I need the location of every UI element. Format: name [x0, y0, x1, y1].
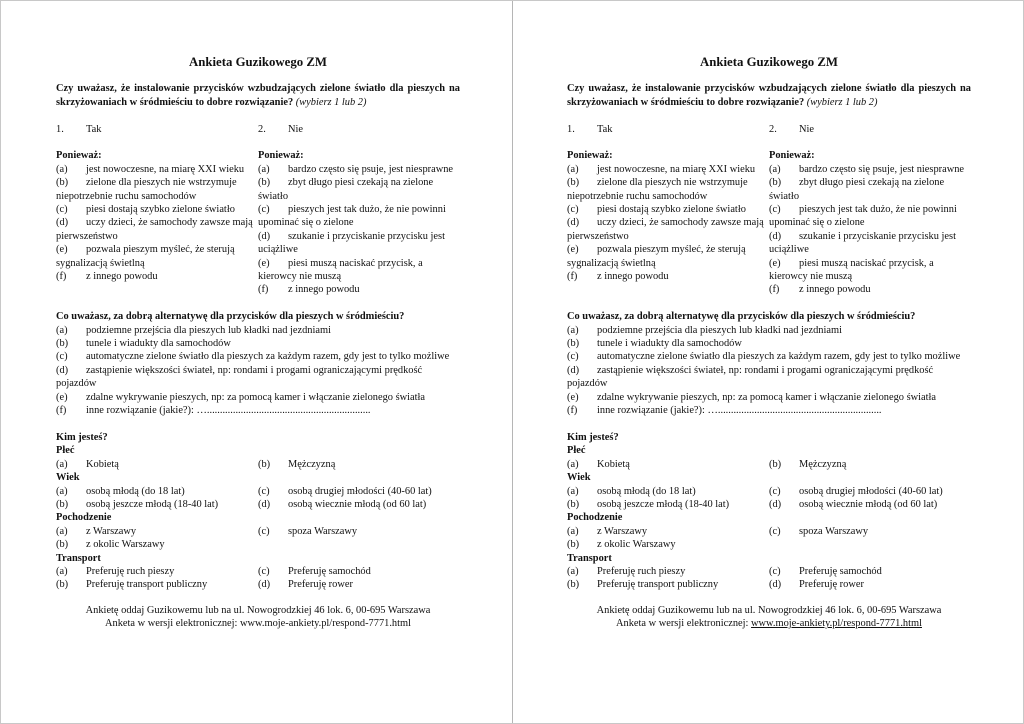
alternative-item-other[interactable]: (f) inne rozwiązanie (jakie?): …...............................................................: [56, 405, 371, 417]
question-2: Co uważasz, za dobrą alternatywę dla przycisków dla pieszych w śródmieściu?: [56, 311, 405, 323]
no-reasons: [769, 149, 971, 296]
origin-heading: Pochodzenie: [567, 512, 623, 524]
reason-item[interactable]: (d) szukanie i przyciskanie przycisku jest uciążliwe: [769, 230, 956, 256]
reason-item[interactable]: (f) z innego powodu: [567, 271, 669, 283]
option-yes[interactable]: 1. Tak: [567, 123, 613, 135]
alternative-item[interactable]: (b) tunele i wiadukty dla samochodów: [56, 338, 231, 350]
transport-option[interactable]: (b) Preferuję transport publiczny: [56, 579, 208, 591]
survey-title: Ankieta Guzikowego ZM: [700, 55, 838, 69]
no-reasons: [258, 149, 460, 296]
alternative-item[interactable]: (d) zastąpienie większości świateł, np: rondami i progami ograniczającymi prędkość pojazdów: [567, 364, 934, 390]
question-1: Czy uważasz, że instalowanie przycisków wzbudzających zielone światło dla pieszych na skrzyżowaniach w śródmieściu to dobre rozwiązanie? (wybierz 1 lub 2): [56, 83, 460, 108]
origin-option[interactable]: (c) spoza Warszawy: [258, 525, 358, 537]
reason-item[interactable]: (c) piesi dostają szybko zielone światło: [567, 204, 746, 216]
option-no[interactable]: 2. Nie: [258, 123, 304, 135]
transport-option[interactable]: (d) Preferuję rower: [258, 579, 353, 591]
origin-option[interactable]: (b) z okolic Warszawy: [56, 539, 165, 551]
alternative-item[interactable]: (e) zdalne wykrywanie pieszych, np: za pomocą kamer i włączanie zielonego światła: [56, 391, 425, 403]
sex-option[interactable]: (a) Kobietą: [567, 458, 630, 470]
reason-item[interactable]: (a) jest nowoczesne, na miarę XXI wieku: [56, 163, 245, 175]
reason-item[interactable]: (f) z innego powodu: [258, 284, 360, 296]
question-2: Co uważasz, za dobrą alternatywę dla przycisków dla pieszych w śródmieściu?: [567, 311, 916, 323]
reason-item[interactable]: (c) piesi dostają szybko zielone światło: [56, 204, 235, 216]
age-option[interactable]: (d) osobą wiecznie młodą (od 60 lat): [769, 498, 938, 510]
age-heading: Wiek: [567, 472, 591, 484]
sex-heading: Płeć: [56, 445, 75, 457]
reason-item[interactable]: (a) bardzo często się psuje, jest niesprawne: [258, 163, 454, 175]
transport-option[interactable]: (c) Preferuję samochód: [258, 565, 371, 577]
reason-item[interactable]: (a) jest nowoczesne, na miarę XXI wieku: [567, 163, 756, 175]
answer-options: [567, 123, 971, 136]
question-1: Czy uważasz, że instalowanie przycisków wzbudzających zielone światło dla pieszych na skrzyżowaniach w śródmieściu to dobre rozwiązanie? (wybierz 1 lub 2): [567, 83, 971, 108]
reason-item[interactable]: (a) bardzo często się psuje, jest niesprawne: [769, 163, 965, 175]
reason-item[interactable]: (c) pieszych jest tak dużo, że nie powinni upominać się o zielone: [769, 204, 957, 229]
sex-option[interactable]: (b) Mężczyzną: [258, 458, 336, 470]
transport-heading: Transport: [56, 552, 101, 564]
age-option[interactable]: (c) osobą drugiej młodości (40-60 lat): [769, 485, 943, 497]
reason-item[interactable]: (d) uczy dzieci, że samochody zawsze mają pierwszeństwo: [56, 217, 253, 242]
survey-link[interactable]: www.moje-ankiety.pl/respond-7771.html: [751, 618, 922, 630]
origin-heading: Pochodzenie: [56, 512, 112, 524]
origin-option[interactable]: (c) spoza Warszawy: [769, 525, 869, 537]
reason-item[interactable]: (f) z innego powodu: [56, 271, 158, 283]
question-1-hint: (wybierz 1 lub 2): [806, 96, 878, 108]
sex-heading: Płeć: [567, 445, 586, 457]
transport-option[interactable]: (a) Preferuję ruch pieszy: [567, 565, 686, 577]
answer-options: [56, 123, 460, 136]
because-heading-yes: Ponieważ:: [56, 150, 102, 162]
alternative-item[interactable]: (a) podziemne przejścia dla pieszych lub kładki nad jezdniami: [567, 324, 842, 336]
transport-option[interactable]: (a) Preferuję ruch pieszy: [56, 565, 175, 577]
transport-option[interactable]: (b) Preferuję transport publiczny: [567, 579, 719, 591]
sex-option[interactable]: (a) Kobietą: [56, 458, 119, 470]
reason-item[interactable]: (b) zbyt długo piesi czekają na zielone światło: [769, 177, 945, 202]
option-no[interactable]: 2. Nie: [769, 123, 815, 135]
alternative-item[interactable]: (a) podziemne przejścia dla pieszych lub kładki nad jezdniami: [56, 324, 331, 336]
origin-option[interactable]: (b) z okolic Warszawy: [567, 539, 676, 551]
survey-title: Ankieta Guzikowego ZM: [189, 55, 327, 69]
age-heading: Wiek: [56, 472, 80, 484]
reasons-block: [567, 149, 971, 296]
alternative-item-other[interactable]: (f) inne rozwiązanie (jakie?): …...............................................................: [567, 405, 882, 417]
alternative-item[interactable]: (d) zastąpienie większości świateł, np: rondami i progami ograniczającymi prędkość pojazdów: [56, 364, 423, 390]
alternative-item[interactable]: (b) tunele i wiadukty dla samochodów: [567, 338, 742, 350]
because-heading-yes: Ponieważ:: [567, 150, 613, 162]
transport-option[interactable]: (d) Preferuję rower: [769, 579, 864, 591]
reason-item[interactable]: (d) szukanie i przyciskanie przycisku jest uciążliwe: [258, 230, 445, 256]
page-divider: [512, 1, 513, 723]
age-option[interactable]: (b) osobą jeszcze młodą (18-40 lat): [567, 498, 730, 510]
age-option[interactable]: (d) osobą wiecznie młodą (od 60 lat): [258, 498, 427, 510]
age-option[interactable]: (a) osobą młodą (do 18 lat): [567, 485, 696, 497]
origin-option[interactable]: (a) z Warszawy: [567, 525, 648, 537]
sex-option[interactable]: (b) Mężczyzną: [769, 458, 847, 470]
footer-online: Anketa w wersji elektronicznej: www.moje-ankiety.pl/respond-7771.html: [616, 618, 922, 630]
footer-address: Ankietę oddaj Guzikowemu lub na ul. Nowogrodzkiej 46 lok. 6, 00-695 Warszawa: [85, 604, 431, 616]
yes-reasons: [56, 149, 258, 296]
reason-item[interactable]: (c) pieszych jest tak dużo, że nie powinni upominać się o zielone: [258, 204, 446, 229]
survey-page-left: [56, 56, 460, 631]
reason-item[interactable]: (e) pozwala pieszym myśleć, że sterują sygnalizacją świetlną: [567, 244, 746, 269]
survey-footer: [567, 604, 971, 631]
because-heading-no: Ponieważ:: [769, 150, 815, 162]
reason-item[interactable]: (b) zielone dla pieszych nie wstrzymuje niepotrzebnie ruchu samochodów: [567, 177, 748, 202]
reason-item[interactable]: (e) piesi muszą naciskać przycisk, a kierowcy nie muszą: [769, 257, 934, 283]
transport-heading: Transport: [567, 552, 612, 564]
footer-online: Anketa w wersji elektronicznej: www.moje-ankiety.pl/respond-7771.html: [105, 618, 411, 630]
survey-page-right: [567, 56, 971, 631]
alternative-item[interactable]: (c) automatyczne zielone światło dla pieszych za każdym razem, gdy jest to tylko możliwe: [56, 351, 450, 363]
alternative-item[interactable]: (e) zdalne wykrywanie pieszych, np: za pomocą kamer i włączanie zielonego światła: [567, 391, 936, 403]
survey-footer: [56, 604, 460, 631]
yes-reasons: [567, 149, 769, 296]
reason-item[interactable]: (b) zbyt długo piesi czekają na zielone światło: [258, 177, 434, 202]
alternative-item[interactable]: (c) automatyczne zielone światło dla pieszych za każdym razem, gdy jest to tylko możliwe: [567, 351, 961, 363]
reasons-block: [56, 149, 460, 296]
age-option[interactable]: (c) osobą drugiej młodości (40-60 lat): [258, 485, 432, 497]
origin-option[interactable]: (a) z Warszawy: [56, 525, 137, 537]
reason-item[interactable]: (d) uczy dzieci, że samochody zawsze mają pierwszeństwo: [567, 217, 764, 242]
reason-item[interactable]: (e) piesi muszą naciskać przycisk, a kierowcy nie muszą: [258, 257, 423, 283]
age-option[interactable]: (a) osobą młodą (do 18 lat): [56, 485, 185, 497]
reason-item[interactable]: (e) pozwala pieszym myśleć, że sterują sygnalizacją świetlną: [56, 244, 235, 269]
survey-link[interactable]: www.moje-ankiety.pl/respond-7771.html: [240, 618, 411, 630]
option-yes[interactable]: 1. Tak: [56, 123, 102, 135]
reason-item[interactable]: (f) z innego powodu: [769, 284, 871, 296]
because-heading-no: Ponieważ:: [258, 150, 304, 162]
age-option[interactable]: (b) osobą jeszcze młodą (18-40 lat): [56, 498, 219, 510]
transport-option[interactable]: (c) Preferuję samochód: [769, 565, 882, 577]
reason-item[interactable]: (b) zielone dla pieszych nie wstrzymuje niepotrzebnie ruchu samochodów: [56, 177, 237, 202]
profile-heading: Kim jesteś?: [56, 431, 108, 443]
question-1-hint: (wybierz 1 lub 2): [295, 96, 367, 108]
profile-heading: Kim jesteś?: [567, 431, 619, 443]
footer-address: Ankietę oddaj Guzikowemu lub na ul. Nowogrodzkiej 46 lok. 6, 00-695 Warszawa: [596, 604, 942, 616]
